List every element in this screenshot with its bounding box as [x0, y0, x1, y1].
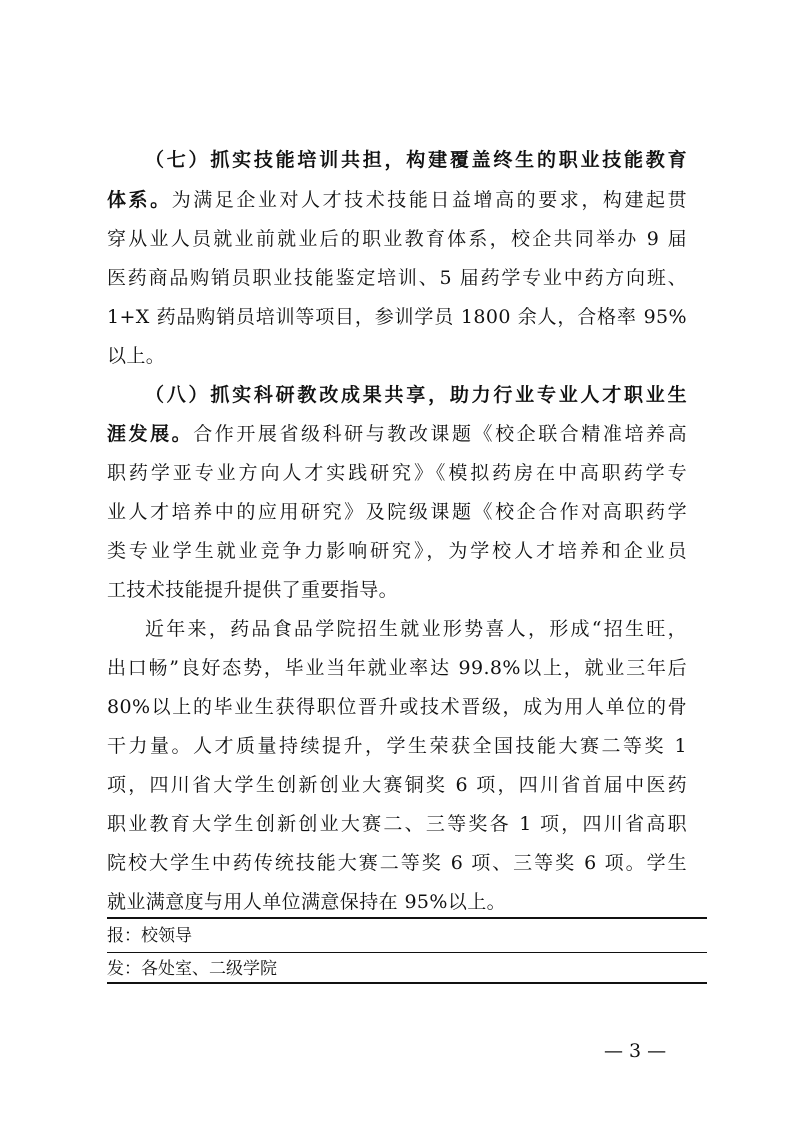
section-8-line-3: 职药学亚专业方向人才实践研究》《模拟药房在中高职药学专 — [107, 462, 687, 484]
section-8-line-2 — [107, 414, 687, 454]
section-8-line-1 — [145, 375, 687, 415]
section-8-line-6: 工技术技能提升提供了重要指导。 — [107, 579, 399, 601]
section-7-line-4: 医药商品购销员职业技能鉴定培训、5 届药学专业中药方向班、 — [107, 267, 687, 289]
send-to-line: 发：各处室、二级学院 — [107, 959, 277, 979]
section-8-line-5: 类专业学生就业竞争力影响研究》，为学校人才培养和企业员 — [107, 540, 687, 562]
paragraph-text: 为满足企业对人才技术技能日益增高的要求，构建起贯 — [171, 189, 687, 211]
divider-middle — [107, 952, 707, 953]
section-8-heading-end: 涯发展。 — [107, 423, 194, 445]
summary-line-1: 近年来，药品食品学院招生就业形势喜人，形成“招生旺， — [145, 618, 687, 640]
section-7-line-1 — [145, 140, 687, 180]
section-7-heading: （七）抓实技能培训共担，构建覆盖终生的职业技能教育 — [145, 149, 687, 171]
divider-top — [107, 917, 707, 919]
summary-line-3: 80%以上的毕业生获得职位晋升或技术晋级，成为用人单位的骨 — [107, 696, 687, 718]
page-number: — 3 — — [604, 1040, 667, 1062]
summary-line-8: 就业满意度与用人单位满意保持在 95%以上。 — [107, 891, 507, 913]
summary-line-2: 出口畅”良好态势，毕业当年就业率达 99.8%以上，就业三年后 — [107, 657, 687, 679]
report-to-line: 报：校领导 — [107, 926, 192, 946]
paragraph-text: 合作开展省级科研与教改课题《校企联合精准培养高 — [193, 423, 687, 445]
summary-line-4: 干力量。人才质量持续提升，学生荣获全国技能大赛二等奖 1 — [107, 735, 687, 757]
section-7-heading-end: 体系。 — [107, 189, 172, 211]
section-7-line-6: 以上。 — [107, 345, 166, 367]
section-8-line-4: 业人才培养中的应用研究》及院级课题《校企合作对高职药学 — [107, 501, 687, 523]
section-7-line-2 — [107, 180, 687, 220]
summary-line-6: 职业教育大学生创新创业大赛二、三等奖各 1 项，四川省高职 — [107, 813, 687, 835]
section-7-line-3: 穿从业人员就业前就业后的职业教育体系，校企共同举办 9 届 — [107, 228, 687, 250]
summary-line-5: 项，四川省大学生创新创业大赛铜奖 6 项，四川省首届中医药 — [107, 774, 687, 796]
section-7-line-5: 1+X 药品购销员培训等项目，参训学员 1800 余人，合格率 95% — [107, 306, 687, 328]
summary-line-7: 院校大学生中药传统技能大赛二等奖 6 项、三等奖 6 项。学生 — [107, 852, 687, 874]
section-8-heading: （八）抓实科研教改成果共享，助力行业专业人才职业生 — [145, 384, 687, 406]
divider-bottom — [107, 982, 707, 984]
